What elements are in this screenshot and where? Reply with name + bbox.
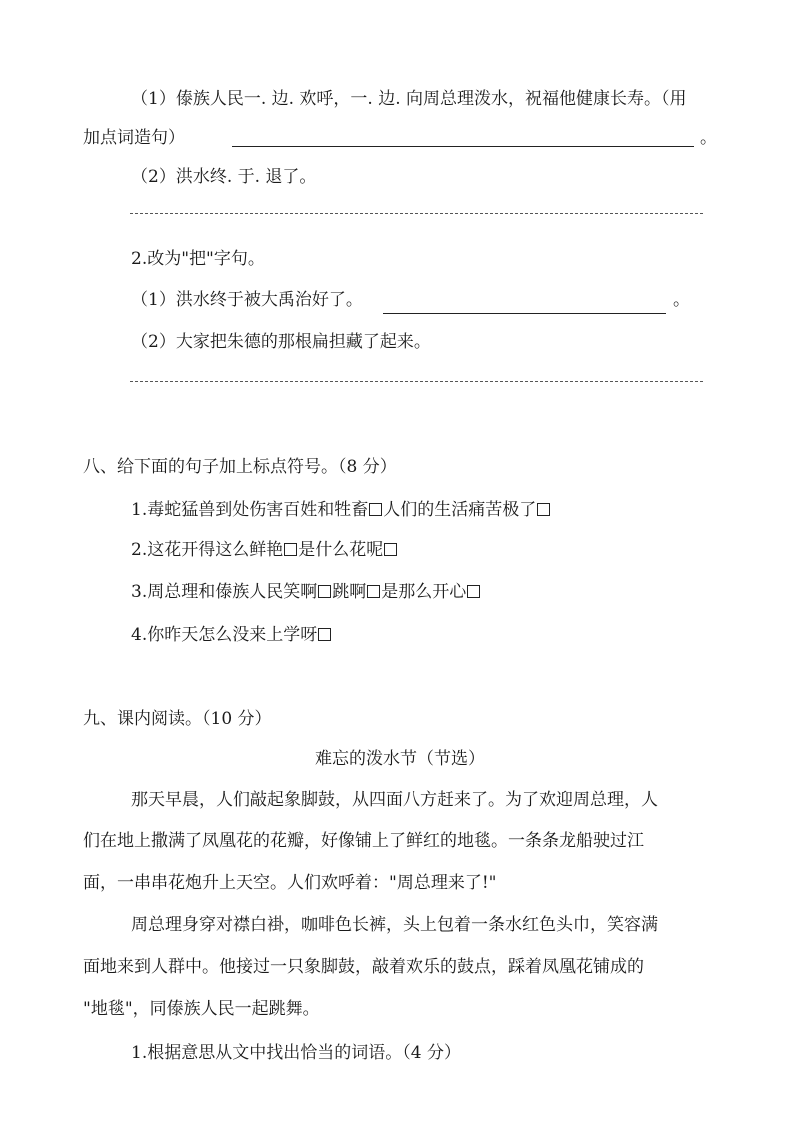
passage-p1-line2: 们在地上撒满了凤凰花的花瓣，好像铺上了鲜红的地毯。一条条龙船驶过江 — [83, 831, 644, 851]
q8-s3-part-a: 3.周总理和傣族人民笑啊 — [131, 582, 318, 602]
q8-s1-part-a: 1.毒蛇猛兽到处伤害百姓和牲畜 — [131, 500, 369, 520]
q8-s3-part-b: 跳啊 — [332, 582, 367, 602]
q9-question-1: 1.根据意思从文中找出恰当的词语。（4 分） — [131, 1043, 461, 1063]
q8-sentence-4 — [131, 624, 332, 646]
passage-p2-line1: 周总理身穿对襟白褂，咖啡色长裤，头上包着一条水红色头巾，笑容满 — [131, 915, 658, 935]
q7-sub2-title: 2.改为"把"字句。 — [131, 249, 265, 269]
q7-item1-end: 。 — [700, 128, 717, 148]
q7-item1-line2: 加点词造句） — [83, 128, 185, 148]
q8-s3-part-c: 是那么开心 — [381, 582, 467, 602]
q9-title: 九、课内阅读。（10 分） — [83, 709, 272, 729]
punctuation-box[interactable] — [284, 543, 297, 556]
passage-p1-line3: 面，一串串花炮升上天空。人们欢呼着："周总理来了!" — [83, 873, 497, 893]
q8-sentence-1 — [131, 499, 551, 521]
punctuation-box[interactable] — [384, 543, 397, 556]
answer-line-q7-1[interactable] — [232, 146, 694, 147]
q7-item2: （2）洪水终. 于. 退了。 — [131, 167, 317, 187]
q7-sub2-item1: （1）洪水终于被大禹治好了。 — [131, 290, 363, 310]
q8-title: 八、给下面的句子加上标点符号。（8 分） — [83, 457, 397, 477]
q7-sub2-item1-end: 。 — [673, 290, 690, 310]
punctuation-box[interactable] — [467, 585, 480, 598]
q8-s2-part-b: 是什么花呢 — [298, 540, 384, 560]
q7-item1-line1: （1）傣族人民一. 边. 欢呼，一. 边. 向周总理泼水，祝福他健康长寿。（用 — [131, 89, 687, 109]
q8-sentence-3 — [131, 581, 481, 603]
passage-p2-line2: 面地来到人群中。他接过一只象脚鼓，敲着欢乐的鼓点，踩着凤凰花铺成的 — [83, 957, 644, 977]
q8-s2-part-a: 2.这花开得这么鲜艳 — [131, 540, 284, 560]
answer-line-q7-2[interactable] — [130, 213, 703, 214]
answer-line-q7-sub2-1[interactable] — [383, 313, 666, 314]
q8-s1-part-b: 人们的生活痛苦极了 — [383, 500, 537, 520]
answer-line-q7-sub2-2[interactable] — [130, 381, 703, 382]
passage-title: 难忘的泼水节（节选） — [315, 749, 485, 769]
punctuation-box[interactable] — [318, 628, 331, 641]
q8-sentence-2 — [131, 539, 398, 561]
punctuation-box[interactable] — [367, 585, 380, 598]
passage-p1-line1: 那天早晨，人们敲起象脚鼓，从四面八方赶来了。为了欢迎周总理，人 — [131, 790, 658, 810]
q8-s4-part-a: 4.你昨天怎么没来上学呀 — [131, 625, 318, 645]
q7-sub2-item2: （2）大家把朱德的那根扁担藏了起来。 — [131, 332, 431, 352]
punctuation-box[interactable] — [318, 585, 331, 598]
passage-p2-line3: "地毯"，同傣族人民一起跳舞。 — [83, 999, 320, 1019]
punctuation-box[interactable] — [537, 503, 550, 516]
punctuation-box[interactable] — [369, 503, 382, 516]
